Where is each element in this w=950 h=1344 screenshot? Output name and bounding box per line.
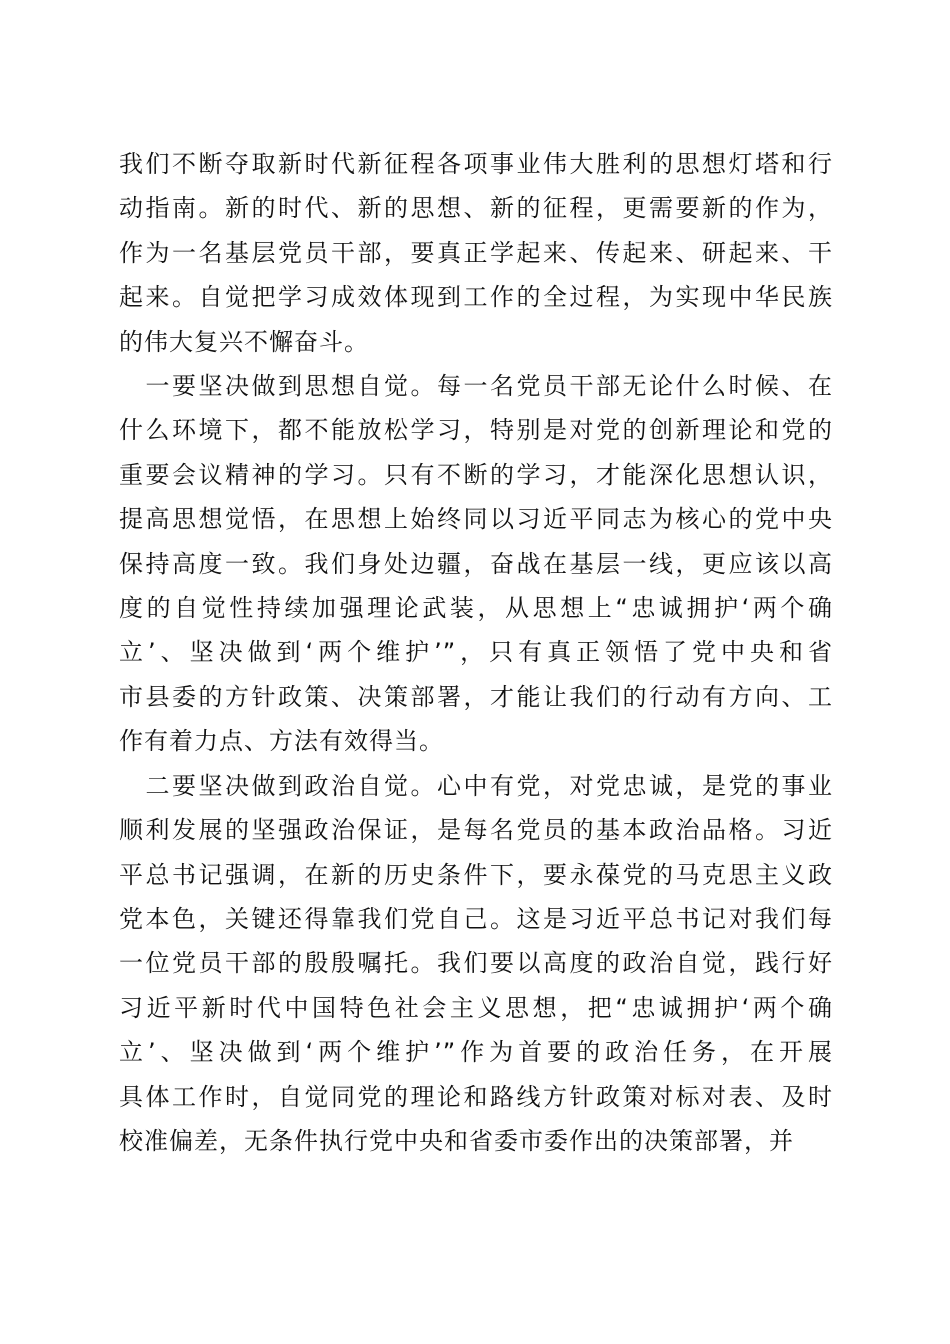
text-line: 的伟大复兴不懈奋斗。 (119, 327, 369, 356)
text-line: 平总书记强调，在新的历史条件下，要永葆党的马克思主义政 (119, 860, 833, 889)
text-line: 重要会议精神的学习。只有不断的学习，才能深化思想认识， (119, 460, 833, 489)
text-line: 什么环境下，都不能放松学习，特别是对党的创新理论和党的 (119, 416, 833, 445)
paragraph-intro (119, 142, 833, 364)
document-body (119, 142, 833, 1163)
text-line: 校准偏差，无条件执行党中央和省委市委作出的决策部署，并 (119, 1126, 794, 1155)
text-line: 保持高度一致。我们身处边疆，奋战在基层一线，更应该以高 (119, 549, 833, 578)
text-line: 立’、坚决做到‘两个维护’”作为首要的政治任务，在开展 (119, 1038, 833, 1067)
text-line: 度的自觉性持续加强理论武装，从思想上“忠诚拥护‘两个确 (119, 594, 833, 623)
text-line: 提高思想觉悟，在思想上始终同以习近平同志为核心的党中央 (119, 505, 833, 534)
text-line: 二要坚决做到政治自觉。心中有党，对党忠诚，是党的事业 (119, 771, 833, 800)
text-line: 顺利发展的坚强政治保证，是每名党员的基本政治品格。习近 (119, 816, 833, 845)
text-line: 党本色，关键还得靠我们党自己。这是习近平总书记对我们每 (119, 904, 833, 933)
text-line: 习近平新时代中国特色社会主义思想，把“忠诚拥护‘两个确 (119, 993, 833, 1022)
text-line: 作为一名基层党员干部，要真正学起来、传起来、研起来、干 (119, 238, 833, 267)
text-line: 具体工作时，自觉同党的理论和路线方针政策对标对表、及时 (119, 1082, 833, 1111)
text-line: 动指南。新的时代、新的思想、新的征程，更需要新的作为， (119, 194, 833, 223)
text-line: 我们不断夺取新时代新征程各项事业伟大胜利的思想灯塔和行 (119, 150, 833, 178)
text-line: 作有着力点、方法有效得当。 (119, 727, 444, 756)
text-line: 立’、坚决做到‘两个维护’”，只有真正领悟了党中央和省 (119, 638, 833, 667)
paragraph-point-1 (119, 364, 833, 764)
text-line: 一要坚决做到思想自觉。每一名党员干部无论什么时候、在 (119, 372, 833, 401)
text-line: 起来。自觉把学习成效体现到工作的全过程，为实现中华民族 (119, 283, 833, 312)
text-line: 一位党员干部的殷殷嘱托。我们要以高度的政治自觉，践行好 (119, 949, 833, 978)
paragraph-point-2 (119, 764, 833, 1164)
text-line: 市县委的方针政策、决策部署，才能让我们的行动有方向、工 (119, 682, 833, 711)
